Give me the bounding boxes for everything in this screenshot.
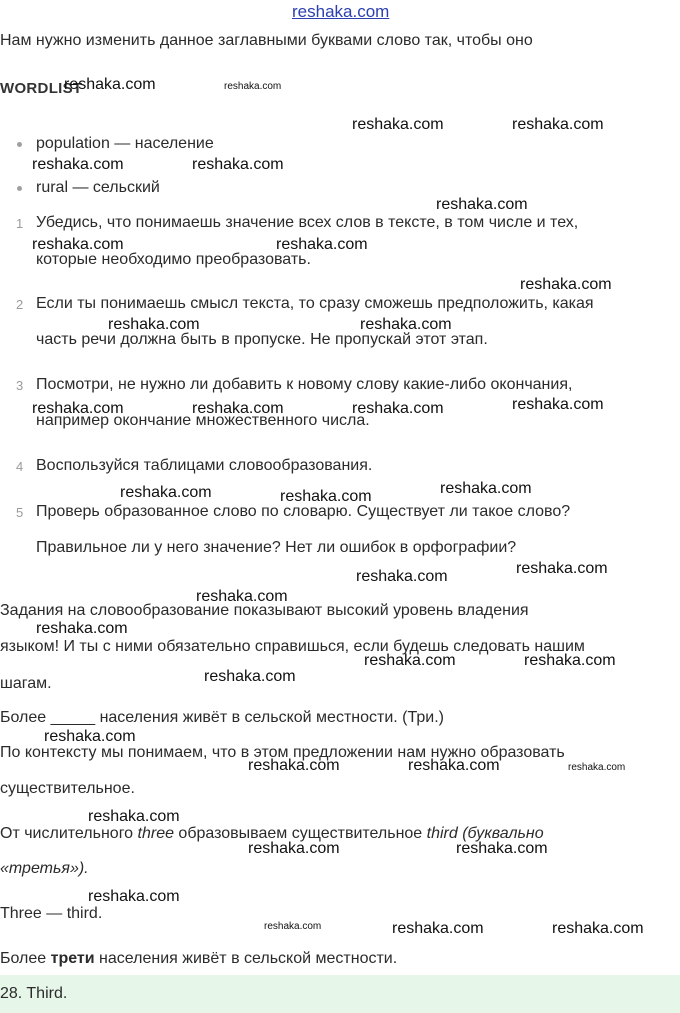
watermark: reshaka.com (192, 156, 284, 173)
watermark: reshaka.com (512, 396, 604, 413)
watermark: reshaka.com (32, 400, 124, 417)
text-fragment: образовываем существительное (173, 825, 427, 842)
step-text: например окончание множественного числа. (36, 412, 370, 429)
watermark: reshaka.com (88, 888, 180, 905)
watermark: reshaka.com (352, 400, 444, 417)
watermark: reshaka.com (224, 81, 282, 92)
watermark: reshaka.com (264, 921, 322, 932)
watermark: reshaka.com (440, 480, 532, 497)
step-text: Если ты понимаешь смысл текста, то сразу сможешь предположить, какая (36, 295, 594, 312)
paragraph-line: шагам. (0, 675, 52, 692)
step-text: Посмотри, не нужно ли добавить к новому слову какие-либо окончания, (36, 376, 573, 393)
watermark: reshaka.com (192, 400, 284, 417)
step-number: 4 (16, 459, 24, 474)
paragraph-line (0, 949, 397, 969)
wordlist-item: population — население (36, 135, 214, 152)
answer-text: 28. Third. (0, 985, 68, 1002)
watermark: reshaka.com (520, 276, 612, 293)
answer-word: трети (50, 950, 95, 967)
step-text: часть речи должна быть в пропуске. Не пропускай этот этап. (36, 331, 488, 348)
watermark: reshaka.com (88, 808, 180, 825)
task-sentence: Более _____ населения живёт в сельской местности. (Три.) (0, 709, 444, 726)
paragraph-line: языком! И ты с ними обязательно справишься, если будешь следовать нашим (0, 638, 585, 655)
watermark: reshaka.com (436, 196, 528, 213)
watermark: reshaka.com (280, 488, 372, 505)
watermark: reshaka.com (32, 156, 124, 173)
intro-line: Нам нужно изменить данное заглавными буквами слово так, чтобы оно (0, 32, 533, 49)
step-number: 2 (16, 297, 24, 312)
english-word: three (137, 825, 174, 842)
text-fragment: Более (0, 950, 51, 967)
watermark: reshaka.com (64, 76, 156, 93)
watermark: reshaka.com (524, 652, 616, 669)
watermark: reshaka.com (360, 316, 452, 333)
watermark: reshaka.com (352, 116, 444, 133)
watermark: reshaka.com (32, 236, 124, 253)
watermark: reshaka.com (248, 840, 340, 857)
english-word: third (буквально (426, 825, 544, 842)
paragraph-line: Задания на словообразование показывают высокий уровень владения (0, 602, 529, 619)
watermark: reshaka.com (408, 757, 500, 774)
paragraph-line (0, 859, 89, 879)
step-text: Проверь образованное слово по словарю. Существует ли такое слово? (36, 503, 571, 520)
watermark: reshaka.com (248, 757, 340, 774)
step-text: которые необходимо преобразовать. (36, 251, 311, 268)
paragraph-line: Three — third. (0, 905, 103, 922)
watermark: reshaka.com (356, 568, 448, 585)
watermark: reshaka.com (568, 762, 626, 773)
watermark: reshaka.com (456, 840, 548, 857)
paragraph-line: существительное. (0, 780, 135, 797)
answer-box (0, 975, 680, 1013)
watermark: reshaka.com (276, 236, 368, 253)
bullet-icon (17, 186, 22, 191)
watermark: reshaka.com (516, 560, 608, 577)
step-number: 3 (16, 378, 24, 393)
site-link[interactable]: reshaka.com (292, 2, 390, 21)
step-text: Убедись, что понимаешь значение всех слов в тексте, в том числе и тех, (36, 214, 579, 231)
step-number: 1 (16, 216, 24, 231)
watermark: reshaka.com (36, 620, 128, 637)
watermark: reshaka.com (512, 116, 604, 133)
bullet-icon (17, 142, 22, 147)
step-text: Правильное ли у него значение? Нет ли ошибок в орфографии? (36, 539, 517, 556)
translation: «третья»). (0, 860, 89, 877)
wordlist-heading: WORDLIST (0, 80, 83, 97)
watermark: reshaka.com (108, 316, 200, 333)
text-fragment: От числительного (0, 825, 138, 842)
watermark: reshaka.com (196, 588, 288, 605)
watermark: reshaka.com (44, 728, 136, 745)
step-number: 5 (16, 505, 24, 520)
watermark: reshaka.com (392, 920, 484, 937)
wordlist-item: rural — сельский (36, 179, 160, 196)
watermark: reshaka.com (204, 668, 296, 685)
step-text: Воспользуйся таблицами словообразования. (36, 457, 373, 474)
watermark: reshaka.com (120, 484, 212, 501)
text-fragment: населения живёт в сельской местности. (94, 950, 398, 967)
paragraph-line: По контексту мы понимаем, что в этом предложении нам нужно образовать (0, 744, 565, 761)
watermark: reshaka.com (552, 920, 644, 937)
watermark: reshaka.com (364, 652, 456, 669)
